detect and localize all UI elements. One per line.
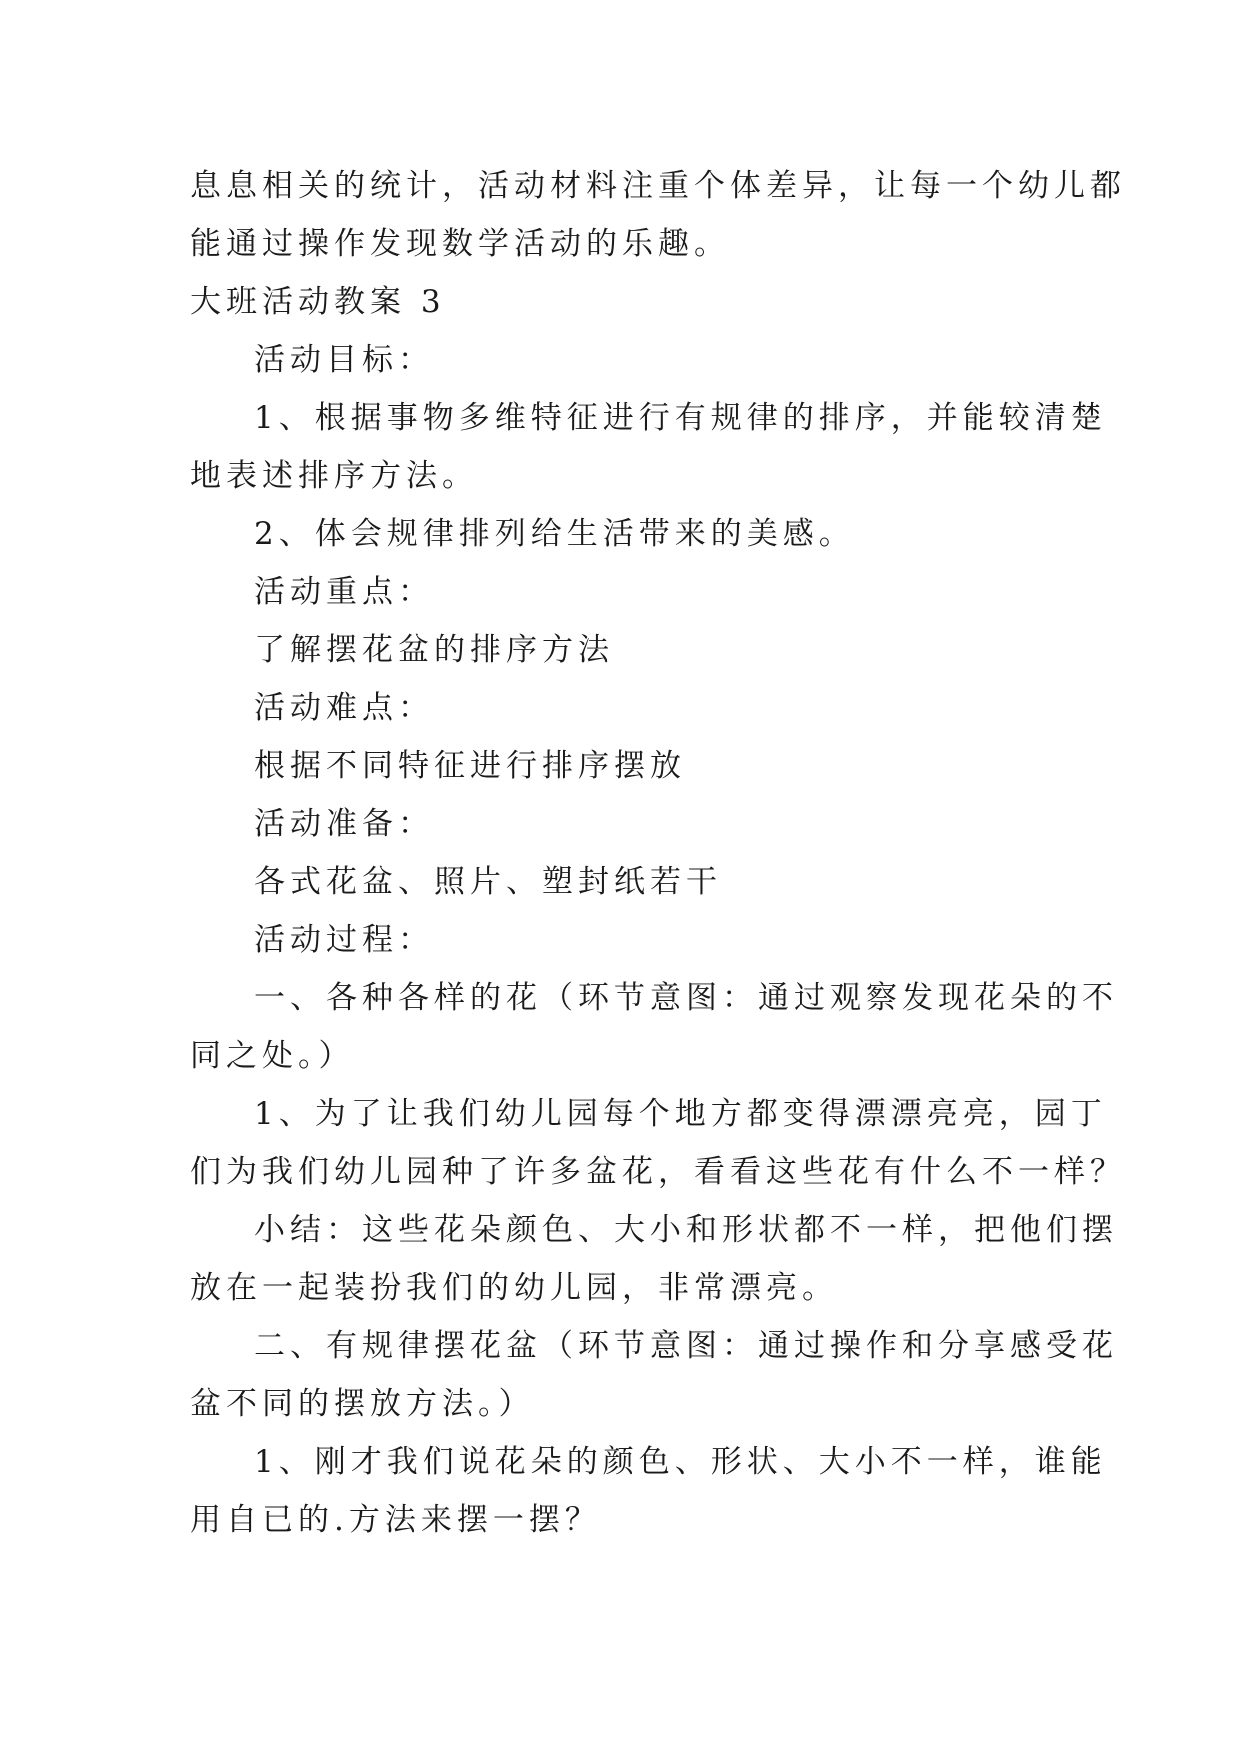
subheading-preparation: 活动准备： [254, 806, 434, 842]
paragraph-line: 1、为了让我们幼儿园每个地方都变得漂漂亮亮，园丁 [254, 1096, 1107, 1132]
subheading-goals: 活动目标： [254, 342, 434, 378]
paragraph-line: 放在一起装扮我们的幼儿园，非常漂亮。 [190, 1270, 838, 1306]
paragraph-line: 盆不同的摆放方法。） [190, 1386, 535, 1422]
paragraph-line: 们为我们幼儿园种了许多盆花，看看这些花有什么不一样？ [190, 1154, 1126, 1190]
subheading-process: 活动过程： [254, 922, 434, 958]
paragraph-line: 1、根据事物多维特征进行有规律的排序，并能较清楚 [254, 400, 1107, 436]
paragraph-line: 同之处。） [190, 1038, 355, 1074]
subheading-difficulties: 活动难点： [254, 690, 434, 726]
subheading-key-points: 活动重点： [254, 574, 434, 610]
section-heading: 大班活动教案 3 [190, 284, 446, 320]
paragraph-line: 根据不同特征进行排序摆放 [254, 748, 686, 784]
paragraph-line: 小结：这些花朵颜色、大小和形状都不一样，把他们摆 [254, 1212, 1118, 1248]
paragraph-line: 一、各种各样的花（环节意图：通过观察发现花朵的不 [254, 980, 1118, 1016]
paragraph-line: 地表述排序方法。 [190, 458, 478, 494]
paragraph-line: 各式花盆、照片、塑封纸若干 [254, 864, 722, 900]
paragraph-line: 1、刚才我们说花朵的颜色、形状、大小不一样，谁能 [254, 1444, 1107, 1480]
paragraph-line: 了解摆花盆的排序方法 [254, 632, 614, 668]
paragraph-line: 用自已的.方法来摆一摆？ [190, 1502, 601, 1538]
paragraph-line: 息息相关的统计，活动材料注重个体差异，让每一个幼儿都 [190, 168, 1126, 204]
paragraph-line: 能通过操作发现数学活动的乐趣。 [190, 226, 730, 262]
paragraph-line: 二、有规律摆花盆（环节意图：通过操作和分享感受花 [254, 1328, 1118, 1364]
paragraph-line: 2、体会规律排列给生活带来的美感。 [254, 516, 855, 552]
